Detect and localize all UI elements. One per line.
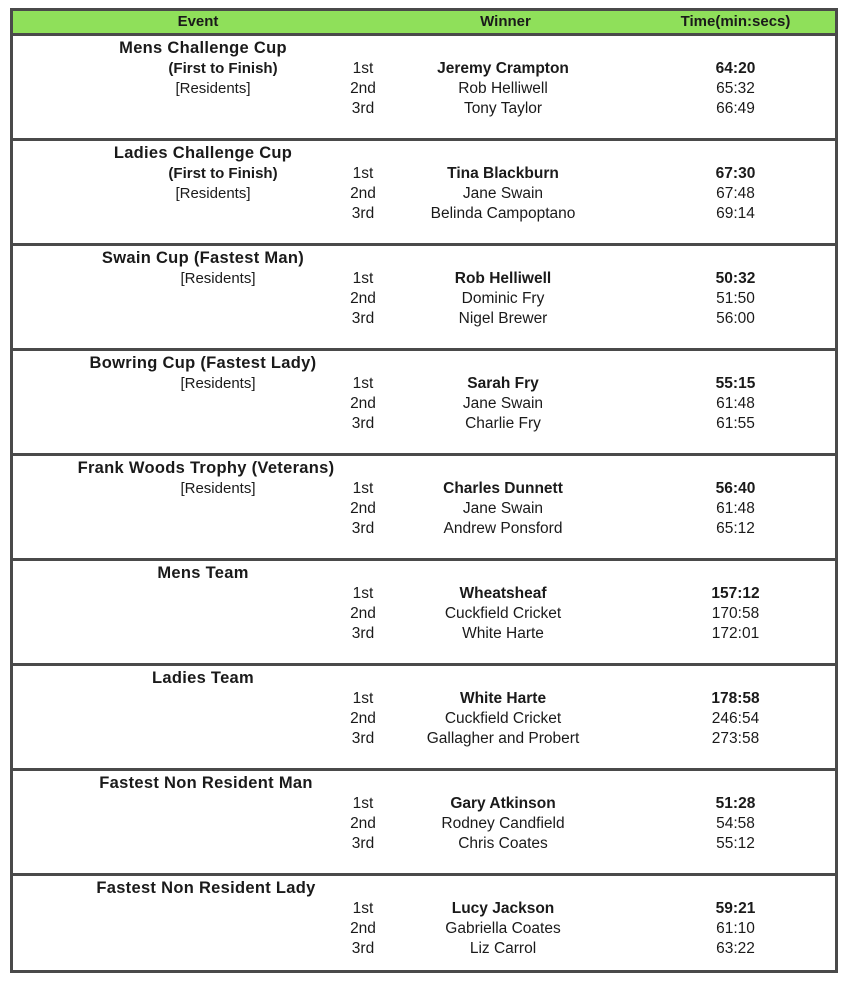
winner-cell: Jane Swain [462, 185, 544, 202]
winner-cell: Wheatsheaf [459, 585, 547, 602]
result-row [13, 375, 835, 395]
winner-cell: Charlie Fry [465, 415, 541, 432]
result-row [13, 625, 835, 645]
time-cell: 157:12 [711, 585, 760, 602]
time-cell: 59:21 [715, 900, 756, 917]
result-row [13, 605, 835, 625]
time-cell: 64:20 [715, 60, 756, 77]
place-cell: 3rd [351, 100, 375, 117]
winner-cell: Rob Helliwell [458, 80, 548, 97]
result-row [13, 270, 835, 290]
table-header [13, 11, 835, 36]
event-section [13, 36, 835, 141]
time-cell: 246:54 [711, 710, 760, 727]
result-row [13, 520, 835, 540]
winner-cell: Cuckfield Cricket [444, 605, 562, 622]
event-title: Frank Woods Trophy (Veterans) [77, 459, 335, 477]
event-category: [Residents] [180, 270, 256, 287]
place-cell: 1st [352, 480, 374, 497]
winner-cell: Jane Swain [462, 395, 544, 412]
event-title: Mens Challenge Cup [119, 39, 287, 57]
event-title: Swain Cup (Fastest Man) [101, 249, 305, 267]
place-cell: 1st [352, 585, 374, 602]
result-row [13, 900, 835, 920]
event-title: Fastest Non Resident Lady [96, 879, 316, 897]
result-row [13, 690, 835, 710]
place-cell: 3rd [351, 730, 375, 747]
place-cell: 1st [352, 60, 374, 77]
event-title: Ladies Challenge Cup [113, 144, 293, 162]
time-cell: 54:58 [716, 815, 755, 832]
result-row [13, 310, 835, 330]
result-row [13, 835, 835, 855]
place-cell: 1st [352, 165, 374, 182]
winner-cell: Dominic Fry [461, 290, 545, 307]
result-row [13, 920, 835, 940]
event-title: Fastest Non Resident Man [99, 774, 313, 792]
event-category: [Residents] [175, 185, 251, 202]
time-cell: 56:00 [716, 310, 755, 327]
winner-cell: Tony Taylor [463, 100, 543, 117]
time-cell: 61:55 [716, 415, 755, 432]
winner-cell: Belinda Campoptano [430, 205, 576, 222]
result-row [13, 815, 835, 835]
place-cell: 2nd [350, 395, 376, 412]
time-cell: 61:48 [716, 500, 755, 517]
event-subtitle: (First to Finish) [168, 165, 278, 182]
event-section [13, 456, 835, 561]
winner-cell: Cuckfield Cricket [444, 710, 562, 727]
result-row [13, 415, 835, 435]
time-cell: 63:22 [716, 940, 755, 957]
time-cell: 67:30 [715, 165, 756, 182]
event-category: [Residents] [175, 80, 251, 97]
time-cell: 69:14 [716, 205, 755, 222]
place-cell: 3rd [351, 940, 375, 957]
time-cell: 56:40 [715, 480, 756, 497]
place-cell: 3rd [351, 415, 375, 432]
place-cell: 1st [352, 795, 374, 812]
event-section [13, 771, 835, 876]
result-row [13, 395, 835, 415]
event-section [13, 666, 835, 771]
time-cell: 178:58 [711, 690, 760, 707]
place-cell: 1st [352, 690, 374, 707]
result-row [13, 480, 835, 500]
result-row [13, 205, 835, 225]
event-title: Bowring Cup (Fastest Lady) [89, 354, 317, 372]
result-row [13, 60, 835, 80]
winner-cell: Chris Coates [458, 835, 548, 852]
result-row [13, 290, 835, 310]
place-cell: 2nd [350, 605, 376, 622]
time-cell: 50:32 [715, 270, 756, 287]
result-row [13, 585, 835, 605]
event-title: Ladies Team [151, 669, 255, 687]
result-row [13, 185, 835, 205]
place-cell: 2nd [350, 815, 376, 832]
winner-cell: Gabriella Coates [445, 920, 561, 937]
time-cell: 65:32 [716, 80, 755, 97]
result-row [13, 710, 835, 730]
winner-cell: Gary Atkinson [450, 795, 556, 812]
place-cell: 1st [352, 375, 374, 392]
place-cell: 3rd [351, 520, 375, 537]
result-row [13, 80, 835, 100]
place-cell: 2nd [350, 185, 376, 202]
winner-cell: Andrew Ponsford [443, 520, 563, 537]
header-time: Time(min:secs) [680, 13, 791, 30]
event-subtitle: (First to Finish) [168, 60, 278, 77]
winner-cell: Rodney Candfield [441, 815, 565, 832]
result-row [13, 940, 835, 960]
time-cell: 273:58 [711, 730, 760, 747]
place-cell: 3rd [351, 625, 375, 642]
time-cell: 51:50 [716, 290, 755, 307]
result-row [13, 795, 835, 815]
place-cell: 3rd [351, 205, 375, 222]
header-event: Event [177, 13, 219, 30]
event-section [13, 876, 835, 978]
result-row [13, 165, 835, 185]
winner-cell: Nigel Brewer [458, 310, 548, 327]
event-category: [Residents] [180, 480, 256, 497]
event-section [13, 561, 835, 666]
time-cell: 55:12 [716, 835, 755, 852]
place-cell: 1st [352, 270, 374, 287]
winner-cell: Liz Carrol [469, 940, 537, 957]
time-cell: 61:10 [716, 920, 755, 937]
result-row [13, 730, 835, 750]
winner-cell: Charles Dunnett [443, 480, 563, 497]
time-cell: 172:01 [711, 625, 760, 642]
winner-cell: Tina Blackburn [447, 165, 559, 182]
place-cell: 1st [352, 900, 374, 917]
winner-cell: Sarah Fry [467, 375, 539, 392]
time-cell: 65:12 [716, 520, 755, 537]
place-cell: 2nd [350, 920, 376, 937]
time-cell: 55:15 [715, 375, 756, 392]
place-cell: 2nd [350, 80, 376, 97]
time-cell: 67:48 [716, 185, 755, 202]
winner-cell: Lucy Jackson [451, 900, 555, 917]
winner-cell: White Harte [462, 625, 544, 642]
winner-cell: Jeremy Crampton [437, 60, 569, 77]
time-cell: 61:48 [716, 395, 755, 412]
event-category: [Residents] [180, 375, 256, 392]
time-cell: 51:28 [715, 795, 756, 812]
results-table [10, 8, 838, 973]
place-cell: 2nd [350, 500, 376, 517]
winner-cell: White Harte [459, 690, 547, 707]
header-winner: Winner [480, 13, 531, 30]
place-cell: 3rd [351, 310, 375, 327]
place-cell: 2nd [350, 290, 376, 307]
winner-cell: Rob Helliwell [454, 270, 552, 287]
event-section [13, 351, 835, 456]
time-cell: 170:58 [711, 605, 760, 622]
result-row [13, 500, 835, 520]
place-cell: 2nd [350, 710, 376, 727]
event-section [13, 246, 835, 351]
event-section [13, 141, 835, 246]
winner-cell: Jane Swain [462, 500, 544, 517]
place-cell: 3rd [351, 835, 375, 852]
event-title: Mens Team [157, 564, 249, 582]
time-cell: 66:49 [716, 100, 755, 117]
result-row [13, 100, 835, 120]
winner-cell: Gallagher and Probert [426, 730, 580, 747]
